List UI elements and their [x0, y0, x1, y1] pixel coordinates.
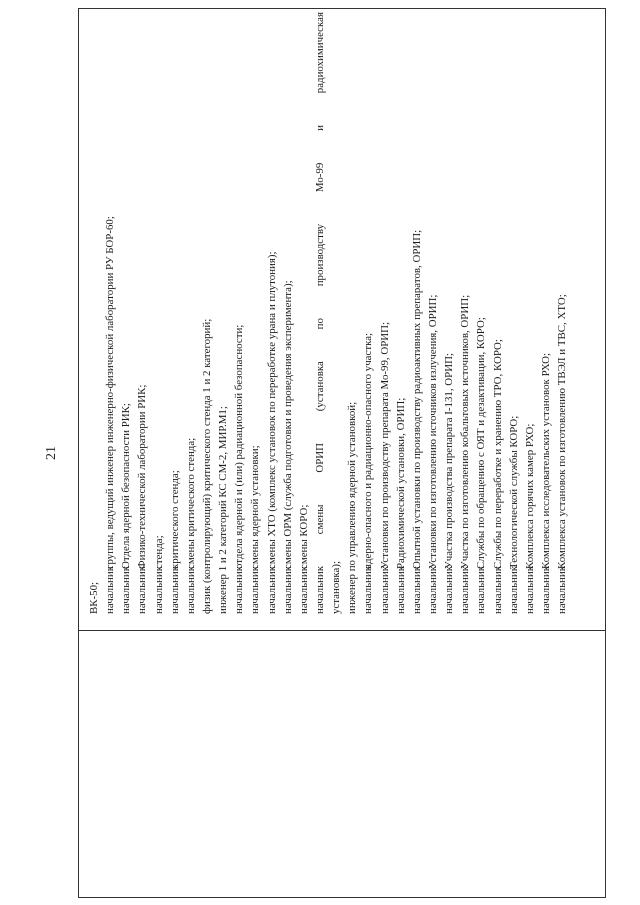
text-line	[473, 12, 489, 614]
line-lead-word: начальник	[556, 566, 569, 614]
line-lead-word: начальник	[491, 566, 504, 614]
line-text: инженер по управлению ядерной установкой;	[346, 401, 359, 614]
line-text: группы, ведущий инженер инженерно-физической лаборатории РУ БОР-60;	[104, 216, 117, 569]
line-lead-word: начальник	[410, 566, 423, 614]
line-text: смены КОРО;	[297, 504, 310, 569]
text-line	[118, 12, 134, 614]
line-lead-word: начальник	[507, 566, 520, 614]
line-text: Физико-технической лаборатории РИК;	[136, 384, 149, 569]
text-line	[506, 12, 522, 614]
text-line	[102, 12, 118, 614]
text-line	[344, 12, 360, 614]
line-text: смены ядерной установки;	[249, 445, 262, 569]
line-word: Мо-99	[313, 162, 326, 193]
text-line	[280, 12, 296, 614]
line-lead-word: начальник	[104, 566, 117, 614]
text-line	[554, 12, 570, 614]
line-text: Технологической службы КОРО;	[507, 415, 520, 569]
line-text: Опытной установки по производству радиоактивных препаратов, ОРИП;	[410, 229, 423, 569]
text-line	[134, 12, 150, 614]
line-word: по	[313, 318, 326, 330]
line-text: Отдела ядерной безопасности РИК;	[120, 403, 133, 569]
column-divider	[79, 630, 605, 631]
text-line	[264, 12, 280, 614]
line-lead-word: начальник	[281, 566, 294, 614]
line-lead-word: начальник	[523, 566, 536, 614]
text-line	[457, 12, 473, 614]
line-lead-word: начальник	[394, 566, 407, 614]
line-text: Радиохимической установки, ОРИП;	[394, 397, 407, 569]
text-line	[247, 12, 263, 614]
text-line	[538, 12, 554, 614]
line-text: Комплекса горячих камер РХО;	[523, 423, 536, 569]
line-lead-word: начальник	[426, 566, 439, 614]
line-text: стенда;	[152, 535, 165, 569]
line-text: критического стенда;	[168, 470, 181, 569]
text-line	[360, 12, 376, 614]
table-cell-text	[86, 12, 598, 614]
line-lead-word: начальник	[475, 566, 488, 614]
text-line	[296, 12, 312, 614]
line-text: Службы по переработке и хранению ТРО, КОРО;	[491, 339, 504, 569]
line-text: Комплекса исследовательских установок РХО;	[539, 352, 552, 569]
text-line	[328, 12, 344, 614]
line-lead-word: начальник	[168, 566, 181, 614]
line-word: и	[313, 125, 326, 131]
line-word: (установка	[313, 361, 326, 412]
line-lead-word: начальник	[184, 566, 197, 614]
line-lead-word: начальник	[233, 566, 246, 614]
line-lead-word: начальник	[152, 566, 165, 614]
text-line	[167, 12, 183, 614]
line-text: инженер 1 и 2 категорий КС СМ-2, МИР.М1;	[217, 406, 230, 614]
line-lead-word: начальник	[249, 566, 262, 614]
line-text: ядерно-опасного и радиационно-опасного участка;	[362, 332, 375, 569]
text-line	[441, 12, 457, 614]
line-word: радиохимическая	[313, 12, 326, 94]
line-word: производству	[313, 223, 326, 287]
line-text: смены критического стенда;	[184, 437, 197, 569]
text-line	[377, 12, 393, 614]
page-number: 21	[44, 446, 59, 460]
line-lead-word: начальник	[136, 566, 149, 614]
text-line	[86, 12, 102, 614]
line-text: смены ХТО (комплекс установок по переработке урана и плутония);	[265, 251, 278, 569]
line-text: смены ОРМ (служба подготовки и проведения эксперимента);	[281, 280, 294, 569]
line-lead-word: начальник	[362, 566, 375, 614]
line-lead-word: начальник	[459, 566, 472, 614]
line-text: Участка по изготовлению кобальтовых источников, ОРИП;	[459, 294, 472, 569]
line-lead-word: начальник	[297, 566, 310, 614]
text-line	[231, 12, 247, 614]
text-line	[215, 12, 231, 614]
line-text: Установки по производству препарата Мо-99, ОРИП;	[378, 321, 391, 569]
text-line	[490, 12, 506, 614]
line-word: начальник	[313, 566, 326, 614]
text-line	[393, 12, 409, 614]
text-line	[151, 12, 167, 614]
line-text: Комплекса установок по изготовлению ТВЭЛ и ТВС, ХТО;	[556, 294, 569, 569]
text-line	[522, 12, 538, 614]
line-text: Установки по изготовлению источников излучения, ОРИП;	[426, 294, 439, 569]
line-text: установка);	[330, 560, 343, 614]
line-lead-word: начальник	[120, 566, 133, 614]
line-word: смены	[313, 504, 326, 535]
text-line	[409, 12, 425, 614]
line-word: ОРИП	[313, 443, 326, 473]
text-line	[425, 12, 441, 614]
text-line	[312, 12, 328, 614]
line-lead-word: начальник	[265, 566, 278, 614]
line-lead-word: начальник	[378, 566, 391, 614]
line-text: Службы по обращению с ОЯТ и дезактивации, КОРО;	[475, 317, 488, 569]
line-text: отдела ядерной и (или) радиационной безопасности;	[233, 324, 246, 569]
line-lead-word: начальник	[539, 566, 552, 614]
line-lead-word: начальник	[443, 566, 456, 614]
line-text: ВК-50;	[88, 581, 100, 614]
text-line	[183, 12, 199, 614]
line-text: Участка производства препарата I-131, ОРИП;	[443, 353, 456, 569]
line-text: физик (контролирующий) критического стенда 1 и 2 категорий;	[200, 318, 213, 614]
text-line	[199, 12, 215, 614]
